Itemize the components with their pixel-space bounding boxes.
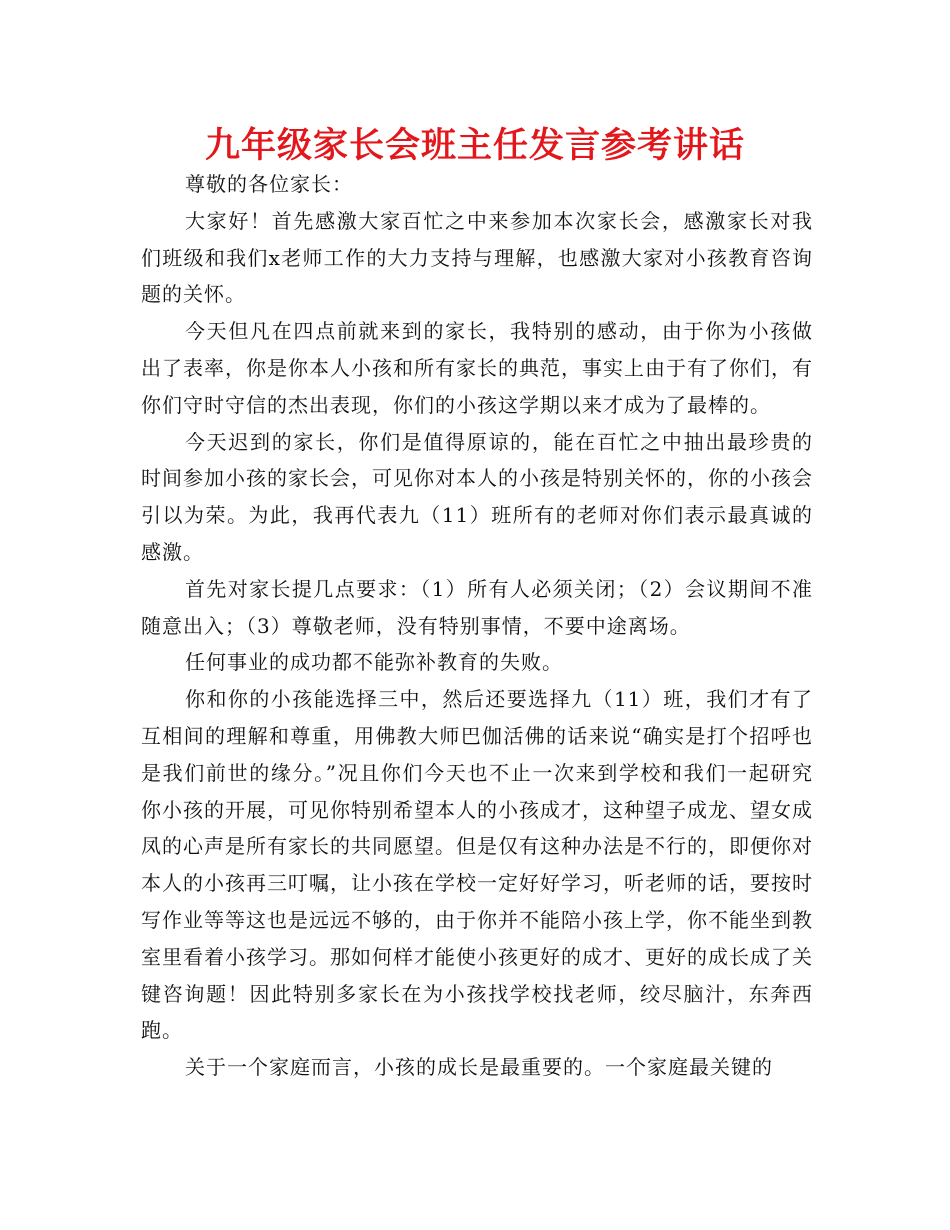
paragraph-family: 关于一个家庭而言，小孩的成长是最重要的。一个家庭最关键的 xyxy=(185,1055,773,1080)
paragraph-education-quote: 任何事业的成功都不能弥补教育的失败。 xyxy=(185,650,563,675)
paragraph-requirements: 首先对家长提几点要求：（1）所有人必须关闭；（2）会议期间不准随意出入；（3）尊敬老师，没有特别事情，不要中途离场。 xyxy=(141,576,813,638)
page-title: 九年级家长会班主任发言参考讲话 xyxy=(204,126,745,166)
paragraph-greeting: 大家好！首先感激大家百忙之中来参加本次家长会，感激家长对我们班级和我们x老师工作的大力支持与理解，也感激大家对小孩教育咨询题的关怀。 xyxy=(141,208,813,307)
salutation: 尊敬的各位家长： xyxy=(185,172,353,196)
paragraph-punctual-parents: 今天但凡在四点前就来到的家长，我特别的感动，由于你为小孩做出了表率，你是你本人小孩和所有家长的典范，事实上由于有了你们，有你们守时守信的杰出表现，你们的小孩这学期以来才成为了最棒的。 xyxy=(141,319,813,417)
paragraph-late-parents: 今天迟到的家长，你们是值得原谅的，能在百忙之中抽出最珍贵的时间参加小孩的家长会，可见你对本人的小孩是特别关怀的，你的小孩会引以为荣。为此，我再代表九（11）班所有的老师对你们表示最真诚的感激。 xyxy=(141,429,813,564)
document-body xyxy=(141,166,813,1086)
paragraph-choice-and-growth: 你和你的小孩能选择三中，然后还要选择九（11）班，我们才有了互相间的理解和尊重，用佛教大师巴伽活佛的话来说“确实是打个招呼也是我们前世的缘分。”况且你们今天也不止一次来到学校和我们一起研究你小孩的开展，可见你特别希望本人的小孩成才，这种望子成龙、望女成凤的心声是所有家长的共同愿望。但是仅有这种办法是不行的，即便你对本人的小孩再三叮嘱，让小孩在学校一定好好学习，听老师的话，要按时写作业等等这也是远远不够的，由于你并不能陪小孩上学，你不能坐到教室里看着小孩学习。那如何样才能使小孩更好的成才、更好的成长成了关键咨询题！因此特别多家长在为小孩找学校找老师，绞尽脑汁，东奔西跑。 xyxy=(141,687,813,1043)
